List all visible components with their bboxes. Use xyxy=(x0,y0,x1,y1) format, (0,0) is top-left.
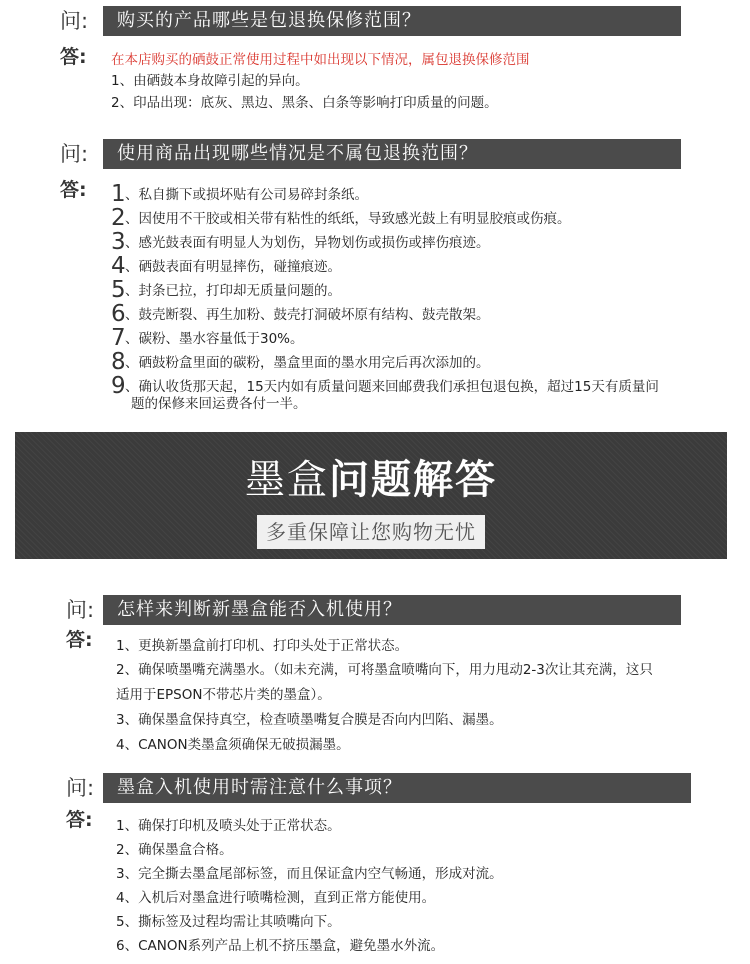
faq3-answer-label: 答: xyxy=(66,629,93,651)
faq4-item: 2、确保墨盒合格。 xyxy=(116,842,233,858)
banner-subtitle: 多重保障让您购物无忧 xyxy=(257,515,485,549)
faq2-item-number: 7 xyxy=(111,325,126,351)
faq2-item-number: 9 xyxy=(111,373,126,399)
faq4-item: 3、完全撕去墨盒尾部标签，而且保证盒内空气畅通，形成对流。 xyxy=(116,866,503,882)
faq2-item-text: 、碳粉、墨水容量低于30%。 xyxy=(125,331,304,347)
faq4-item: 5、撕标签及过程均需让其喷嘴向下。 xyxy=(116,914,341,930)
faq1-answer-label: 答: xyxy=(60,46,87,68)
faq2-item-text: 、鼓壳断裂、再生加粉、鼓壳打洞破坏原有结构、鼓壳散架。 xyxy=(125,307,490,323)
faq4-answer-label: 答: xyxy=(66,809,93,831)
faq2-item-number: 1 xyxy=(111,181,126,207)
faq4-question-label: 问: xyxy=(66,776,95,800)
faq2-item-text: 、私自撕下或损坏贴有公司易碎封条纸。 xyxy=(125,187,368,203)
faq2-item-number: 6 xyxy=(111,301,126,327)
faq2-answer-label: 答: xyxy=(60,179,87,201)
banner-title-light: 墨盒 xyxy=(245,457,329,503)
faq3-question-label: 问: xyxy=(66,598,95,622)
faq3-question-bar: 怎样来判断新墨盒能否入机使用？ xyxy=(103,595,681,625)
faq2-item-number: 3 xyxy=(111,229,126,255)
faq3-item: 1、更换新墨盒前打印机、打印头处于正常状态。 xyxy=(116,638,409,654)
faq3-item: 适用于EPSON不带芯片类的墨盒）。 xyxy=(116,687,331,703)
faq1-item: 1、由硒鼓本身故障引起的异向。 xyxy=(111,73,309,89)
faq2-item-text: 、因使用不干胶或相关带有粘性的纸纸，导致感光鼓上有明显胶痕或伤痕。 xyxy=(125,211,571,227)
banner-title xyxy=(15,456,727,504)
faq1-question-bar: 购买的产品哪些是包退换保修范围？ xyxy=(103,6,681,36)
faq1-question-label: 问: xyxy=(60,9,89,33)
faq4-question-bar: 墨盒入机使用时需注意什么事项？ xyxy=(103,773,691,803)
faq4-item: 6、CANON系列产品上机不挤压墨盒，避免墨水外流。 xyxy=(116,938,445,954)
banner-title-bold: 问题解答 xyxy=(329,457,497,503)
faq1-intro: 在本店购买的硒鼓正常使用过程中如出现以下情况，属包退换保修范围 xyxy=(111,52,530,68)
faq2-item-text: 、封条已拉，打印却无质量问题的。 xyxy=(125,283,341,299)
faq1-item: 2、印品出现：底灰、黑边、黑条、白条等影响打印质量的问题。 xyxy=(111,95,498,111)
faq3-item: 3、确保墨盒保持真空，检查喷墨嘴复合膜是否向内凹陷、漏墨。 xyxy=(116,712,503,728)
faq4-item: 1、确保打印机及喷头处于正常状态。 xyxy=(116,818,341,834)
faq2-item-number: 5 xyxy=(111,277,126,303)
faq2-item-text: 、确认收货那天起，15天内如有质量问题来回邮费我们承担包退包换，超过15天有质量问 xyxy=(125,379,659,395)
faq3-item: 4、CANON类墨盒须确保无破损漏墨。 xyxy=(116,737,350,753)
faq2-item-text: 、感光鼓表面有明显人为划伤，异物划伤或损伤或摔伤痕迹。 xyxy=(125,235,490,251)
faq-banner xyxy=(15,432,727,559)
faq2-question-bar: 使用商品出现哪些情况是不属包退换范围？ xyxy=(103,139,681,169)
faq2-item-number: 8 xyxy=(111,349,126,375)
faq2-item-text-continued: 题的保修来回运费各付一半。 xyxy=(131,396,307,412)
faq4-item: 4、入机后对墨盒进行喷嘴检测，直到正常方能使用。 xyxy=(116,890,436,906)
faq2-question-label: 问: xyxy=(60,142,89,166)
faq2-item-text: 、硒鼓表面有明显摔伤，碰撞痕迹。 xyxy=(125,259,341,275)
faq2-item-number: 2 xyxy=(111,205,126,231)
faq2-item-text: 、硒鼓粉盒里面的碳粉，墨盒里面的墨水用完后再次添加的。 xyxy=(125,355,490,371)
faq2-item-number: 4 xyxy=(111,253,126,279)
faq3-item: 2、确保喷墨嘴充满墨水。（如未充满，可将墨盒喷嘴向下，用力甩动2-3次让其充满，这只 xyxy=(116,662,653,678)
